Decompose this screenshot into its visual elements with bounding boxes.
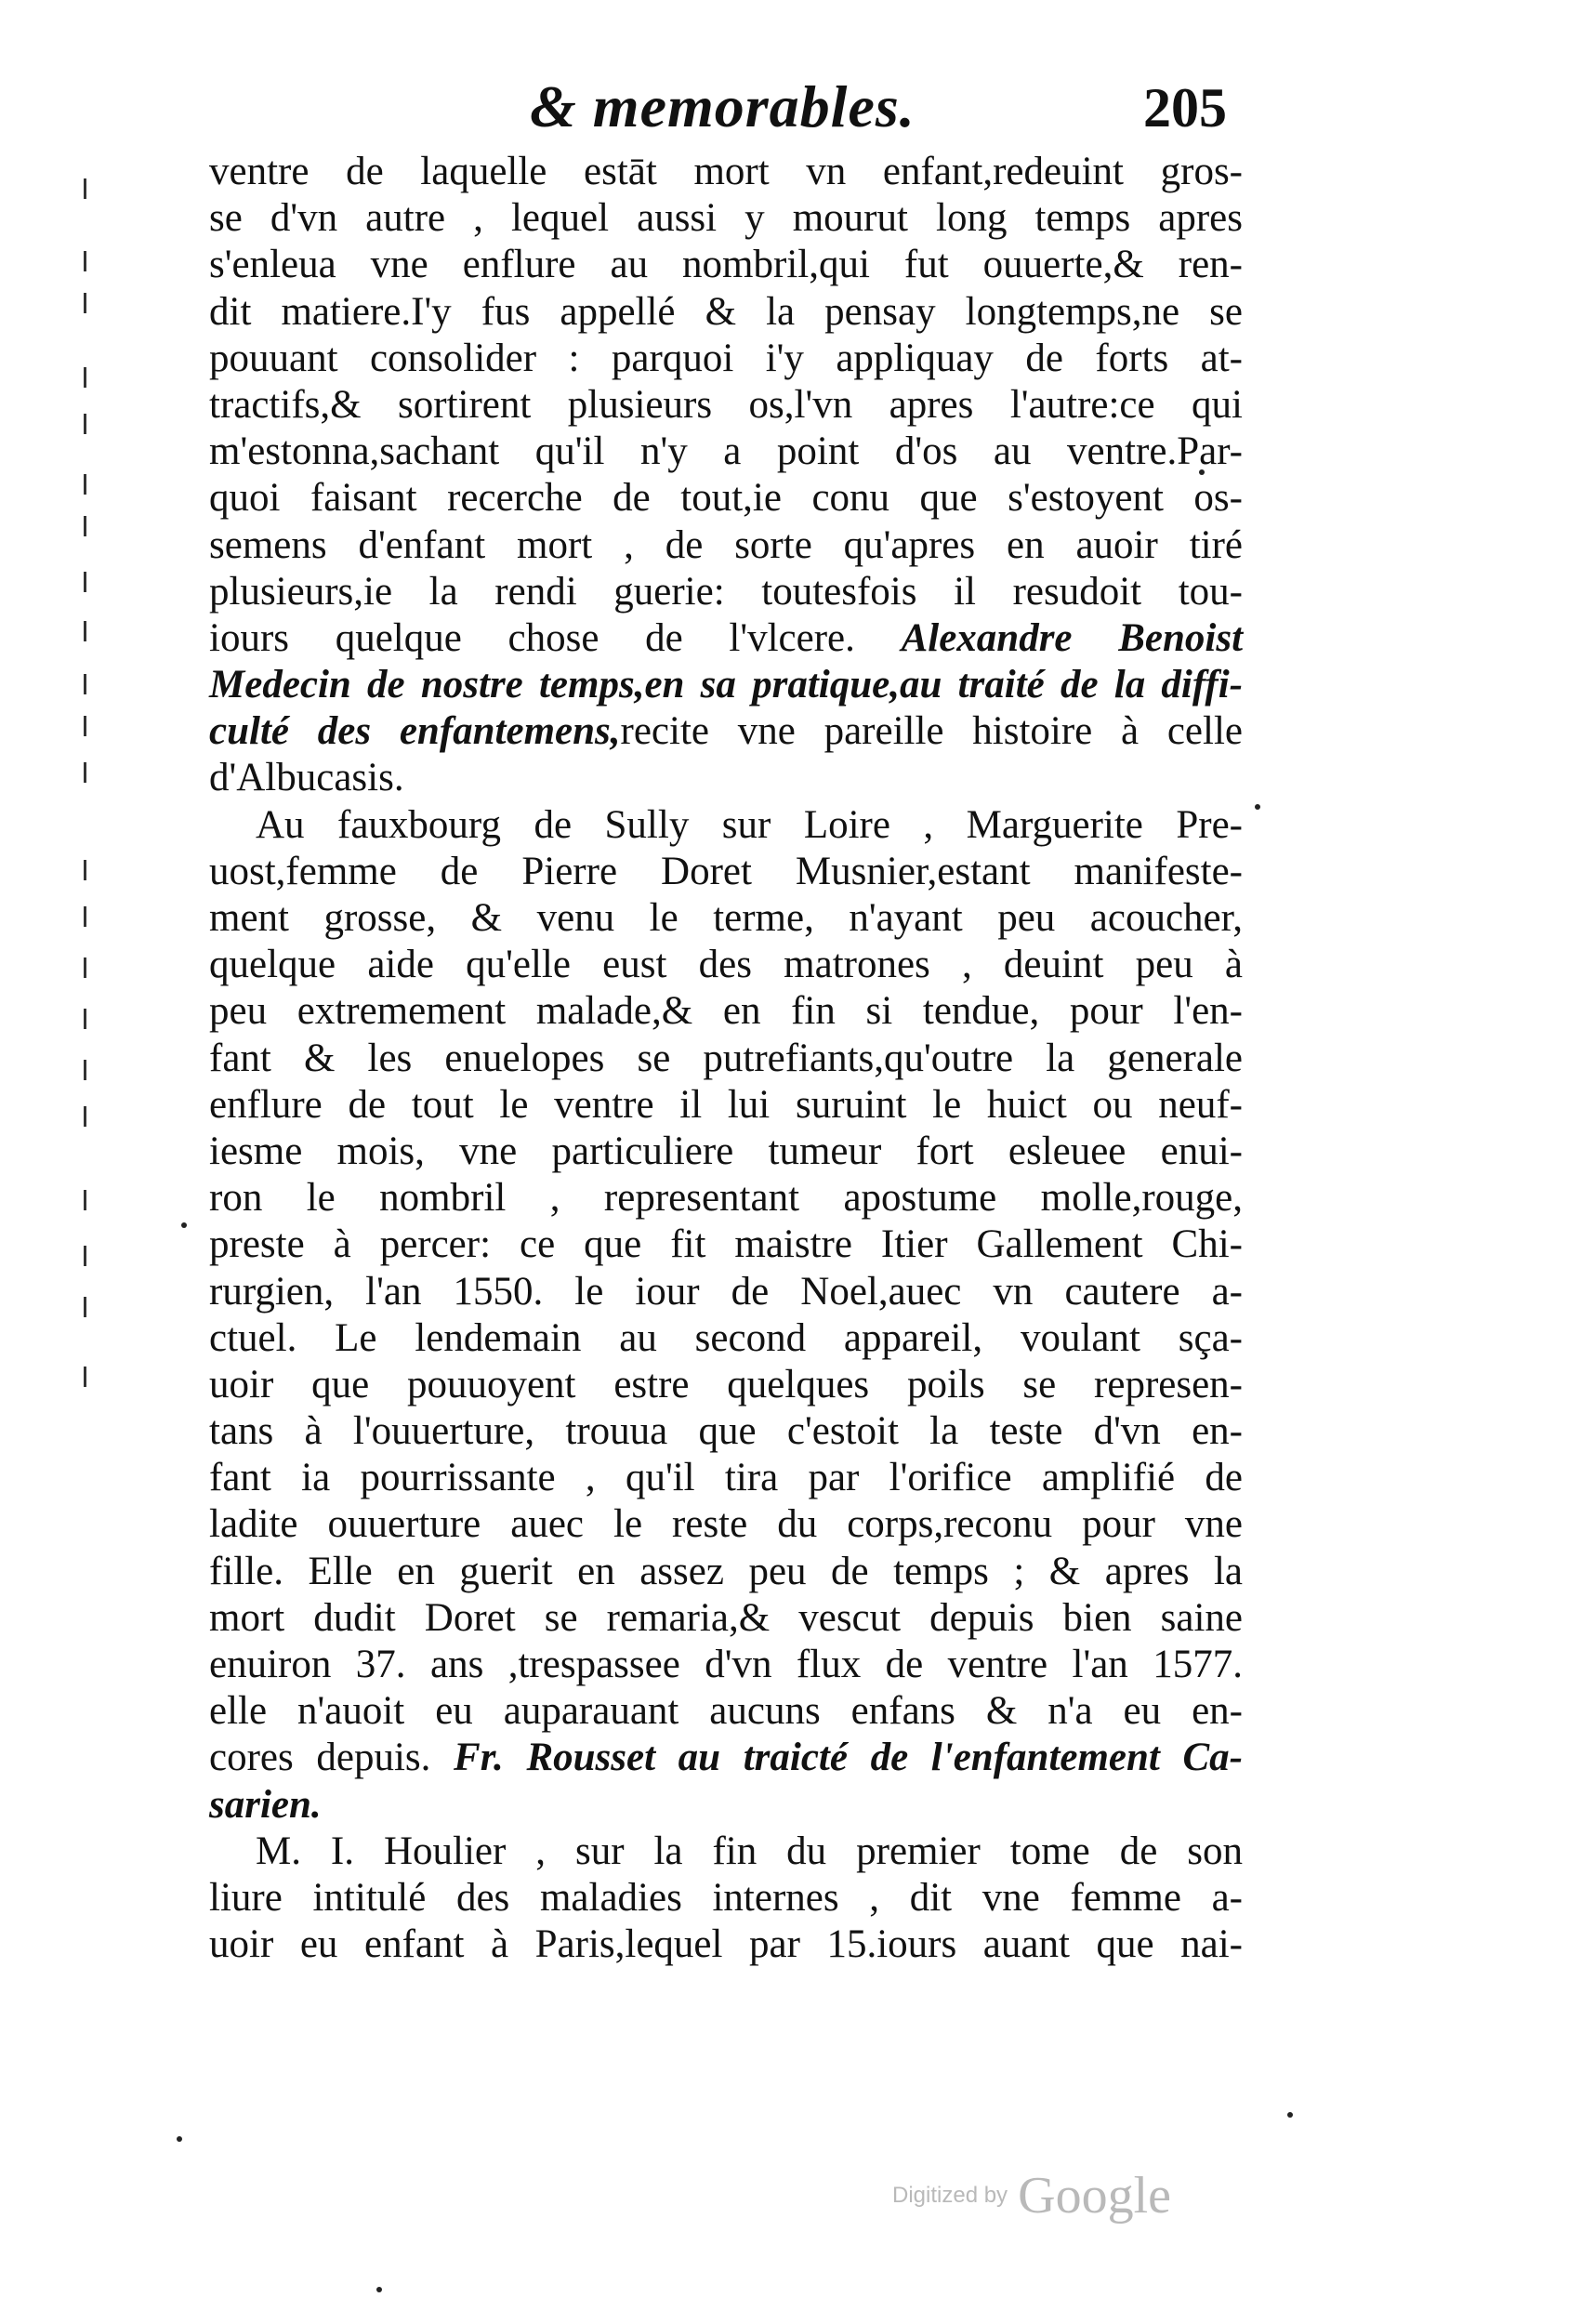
text-line: dit matiere.I'y fus appellé & la pensay longtemps,ne se [209,289,1243,334]
page-number: 205 [1143,77,1227,139]
digitized-by-watermark [892,2166,1171,2231]
margin-mark [84,251,105,271]
text-line: ctuel. Le lendemain au second appareil, voulant sça- [209,1315,1243,1360]
margin-mark [84,367,105,388]
ink-speck [1287,2112,1293,2118]
text-line: uoir que pouuoyent estre quelques poils se represen- [209,1362,1243,1406]
citation-segment: culté des enfantemens, [209,709,621,754]
text-line: ron le nombril , representant apostume molle,rouge, [209,1176,1243,1221]
paragraph-start: M. I. Houlier , sur la fin du premier tome de son [256,1829,1243,1873]
margin-mark [84,1246,105,1266]
text-line-with-citation [209,615,1243,662]
margin-mark [84,516,105,536]
page-header [502,73,1227,156]
margin-mark [84,860,105,880]
margin-mark [84,414,105,434]
citation-line: Medecin de nostre temps,en sa pratique,au traité de la diffi- [209,663,1243,707]
text-line: mort dudit Doret se remaria,& vescut depuis bien saine [209,1595,1243,1640]
ink-speck [1255,804,1260,810]
ink-speck [181,1222,187,1228]
text-line-with-citation [209,1735,1243,1781]
text-line: m'estonna,sachant qu'il n'y a point d'os au ventre.Par- [209,429,1243,474]
citation-line: sarien. [209,1782,322,1827]
margin-mark [84,1190,105,1210]
text-line: fant & les enuelopes se putrefiants,qu'outre la generale [209,1036,1243,1080]
text-line-with-citation [209,708,1243,755]
margin-mark [84,474,105,495]
text-line: d'Albucasis. [209,756,404,800]
text-line: uoir eu enfant à Paris,lequel par 15.iours auant que nai- [209,1922,1243,1967]
ink-speck [177,2136,182,2142]
citation-author: Alexandre Benoist [901,615,1244,660]
margin-mark [84,178,105,199]
text-line: iesme mois, vne particuliere tumeur fort esleuee enui- [209,1129,1243,1173]
running-head: & memorables. [530,73,916,139]
paragraph-start: Au fauxbourg de Sully sur Loire , Marguerite Pre- [256,802,1243,847]
text-line: fant ia pourrissante , qu'il tira par l'orifice amplifié de [209,1456,1243,1500]
margin-mark [84,716,105,736]
text-line: s'enleua vne enflure au nombril,qui fut ouuerte,& ren- [209,243,1243,287]
text-segment: cores depuis. [209,1736,431,1780]
text-line: plusieurs,ie la rendi guerie: toutesfois il resudoit tou- [209,569,1243,614]
text-segment: recite vne pareille histoire à celle [620,709,1243,754]
text-line: tans à l'ouuerture, trouua que c'estoit la teste d'vn en- [209,1409,1243,1454]
text-segment: iours quelque chose de l'vlcere. [209,615,855,660]
margin-mark [84,1060,105,1080]
margin-mark [84,1367,105,1387]
text-line: pouuant consolider : parquoi i'y appliquay de forts at- [209,336,1243,380]
text-line: quelque aide qu'elle eust des matrones , deuint peu à [209,943,1243,987]
margin-mark [84,762,105,783]
text-line: ladite ouuerture auec le reste du corps,reconu pour vne [209,1502,1243,1547]
text-line: preste à percer: ce que fit maistre Itier Gallement Chi- [209,1222,1243,1267]
google-logo: Google [1018,2167,1172,2225]
margin-mark [84,957,105,978]
text-line: rurgien, l'an 1550. le iour de Noel,auec vn cautere a- [209,1269,1243,1314]
text-line: enuiron 37. ans ,trespassee d'vn flux de ventre l'an 1577. [209,1643,1243,1686]
body-text [209,149,1243,1968]
text-line: fille. Elle en guerit en assez peu de temps ; & apres la [209,1549,1243,1593]
margin-mark [84,1297,105,1317]
citation-segment: Fr. Rousset au traicté de l'enfantement Ca- [454,1736,1243,1780]
margin-mark [84,674,105,694]
text-line: elle n'auoit eu auparauant aucuns enfans & n'a eu en- [209,1689,1243,1734]
ink-speck [376,2287,382,2292]
text-line: liure intitulé des maladies internes , dit vne femme a- [209,1875,1243,1920]
text-line: tractifs,& sortirent plusieurs os,l'vn apres l'autre:ce qui [209,382,1243,427]
margin-mark [84,572,105,592]
text-line: uost,femme de Pierre Doret Musnier,estant manifeste- [209,849,1243,893]
text-line: quoi faisant recerche de tout,ie conu que s'estoyent os- [209,476,1243,521]
text-line: peu extremement malade,& en fin si tendue, pour l'en- [209,989,1243,1034]
margin-mark [84,621,105,641]
text-line: se d'vn autre , lequel aussi y mourut long temps apres [209,196,1243,241]
margin-mark [84,293,105,313]
margin-mark [84,1009,105,1029]
text-line: enflure de tout le ventre il lui suruint le huict ou neuf- [209,1082,1243,1127]
margin-mark [84,1106,105,1127]
digitized-by-label: Digitized by [892,2183,1008,2208]
text-line: ventre de laquelle estāt mort vn enfant,redeuint gros- [209,150,1243,193]
text-line: ment grosse, & venu le terme, n'ayant peu acoucher, [209,896,1243,940]
margin-mark [84,906,105,927]
text-line: semens d'enfant mort , de sorte qu'apres en auoir tiré [209,522,1243,567]
